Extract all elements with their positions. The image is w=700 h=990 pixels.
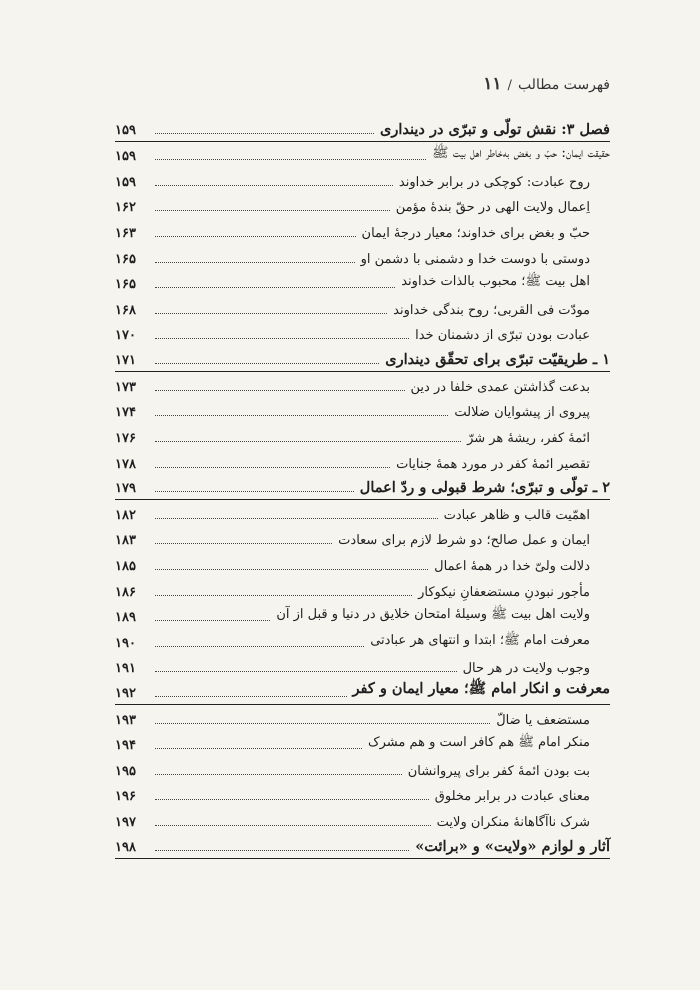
toc-entry-page: ۱۶۵ <box>115 251 136 267</box>
toc-entry <box>115 398 610 424</box>
toc-entry <box>115 654 610 680</box>
toc-entry <box>115 731 610 757</box>
dot-leader <box>155 184 393 186</box>
toc-entry-page: ۱۵۹ <box>115 149 136 165</box>
toc-entry <box>115 577 610 603</box>
dot-leader <box>155 747 362 749</box>
dot-leader <box>155 568 428 570</box>
toc-entry <box>115 142 610 168</box>
toc-entry-title: منکر امام ﷺ هم کافر است و هم مشرک <box>367 735 590 751</box>
toc-entry <box>115 372 610 398</box>
toc-entry <box>115 807 610 833</box>
dot-leader <box>155 158 426 160</box>
running-header <box>483 74 610 94</box>
dot-leader <box>155 542 332 544</box>
toc-entry-title: اِعمال ولایت الهی در حقّ بندهٔ مؤمن <box>395 200 590 216</box>
dot-leader <box>155 235 356 237</box>
toc-entry-title: معنای عبادت در برابر مخلوق <box>434 789 590 805</box>
toc-entry-page: ۱۸۲ <box>115 507 136 523</box>
toc-entry-title: دلالت ولیّ خدا در همهٔ اعمال <box>434 558 590 574</box>
toc-entry-title: عبادت بودن تبرّی از دشمنان خدا <box>415 328 590 344</box>
dot-leader <box>155 312 387 314</box>
dot-leader <box>155 286 395 288</box>
header-page-number: ۱۱ <box>483 74 502 94</box>
dot-leader <box>155 798 429 800</box>
toc-entry-title: ولایت اهل بیت ﷺ وسیلهٔ امتحان خلایق در دنیا و قبل از آن <box>276 607 590 623</box>
toc-entry <box>115 167 610 193</box>
table-of-contents <box>115 116 610 859</box>
toc-entry <box>115 551 610 577</box>
toc-entry <box>115 628 610 654</box>
toc-entry-page: ۱۹۳ <box>115 712 136 728</box>
toc-entry-page: ۱۸۵ <box>115 558 136 574</box>
toc-entry-title: مستضعف یا ضالّ <box>496 712 590 728</box>
toc-entry-title: دوستی با دوست خدا و دشمنی با دشمن او <box>360 251 590 267</box>
toc-entry-title: بدعت گذاشتن عمدی خلفا در دین <box>410 379 590 395</box>
toc-entry <box>115 705 610 731</box>
toc-entry-page: ۱۷۱ <box>115 353 136 369</box>
toc-entry <box>115 321 610 347</box>
toc-entry-page: ۱۹۸ <box>115 839 136 855</box>
toc-entry-page: ۱۸۳ <box>115 533 136 549</box>
toc-entry <box>115 526 610 552</box>
toc-entry-title: معرفت و انکار امام ﷺ؛ معیار ایمان و کفر <box>352 680 610 698</box>
dot-leader <box>155 594 412 596</box>
toc-entry <box>115 782 610 808</box>
toc-entry-page: ۱۶۸ <box>115 302 136 318</box>
header-title: فهرست مطالب <box>517 77 610 93</box>
toc-entry <box>115 218 610 244</box>
toc-entry-page: ۱۹۱ <box>115 661 136 677</box>
dot-leader <box>155 209 390 211</box>
dot-leader <box>155 362 379 364</box>
toc-entry-page: ۱۷۹ <box>115 481 136 497</box>
dot-leader <box>155 849 409 851</box>
toc-entry-title: شرک ناآگاهانهٔ منکران ولایت <box>436 815 590 831</box>
toc-entry <box>115 244 610 270</box>
toc-entry-page: ۱۹۵ <box>115 763 136 779</box>
toc-entry-page: ۱۷۳ <box>115 379 136 395</box>
toc-entry <box>115 603 610 629</box>
dot-leader <box>155 414 448 416</box>
toc-entry-title: آثار و لوازم «ولایت» و «برائت» <box>415 837 610 855</box>
toc-entry <box>115 475 610 501</box>
dot-leader <box>155 132 374 134</box>
dot-leader <box>155 337 409 339</box>
dot-leader <box>155 722 490 724</box>
toc-entry-page: ۱۶۳ <box>115 226 136 242</box>
dot-leader <box>155 619 270 621</box>
toc-entry-title: مأجور نبودنِ مستضعفانِ نیکوکار <box>418 584 590 600</box>
toc-entry-page: ۱۹۷ <box>115 815 136 831</box>
toc-entry <box>115 449 610 475</box>
toc-entry-title: فصل ۳: نقش تولّی و تبرّی در دینداری <box>380 120 610 138</box>
toc-entry-title: حبّ و بغض برای خداوند؛ معیار درجهٔ ایمان <box>361 226 590 242</box>
toc-entry-page: ۱۷۴ <box>115 405 136 421</box>
toc-entry-page: ۱۹۴ <box>115 738 136 754</box>
dot-leader <box>155 670 457 672</box>
toc-entry-page: ۱۹۲ <box>115 686 136 702</box>
toc-entry <box>115 295 610 321</box>
toc-entry-title: بت بودن ائمهٔ کفر برای پیروانشان <box>407 763 590 779</box>
dot-leader <box>155 517 438 519</box>
toc-entry <box>115 500 610 526</box>
toc-entry-page: ۱۷۰ <box>115 328 136 344</box>
toc-entry-title: ۲ ـ تولّی و تبرّی؛ شرط قبولی و ردّ اعمال <box>359 479 610 497</box>
dot-leader <box>155 695 347 697</box>
dot-leader <box>155 824 431 826</box>
toc-entry <box>115 116 610 142</box>
toc-entry-title: ائمهٔ کفر، ریشهٔ هر شرّ <box>467 430 590 446</box>
toc-entry-title: اهل بیت ﷺ؛ محبوب بالذات خداوند <box>401 274 590 290</box>
toc-entry-title: وجوب ولایت در هر حال <box>462 661 590 677</box>
toc-entry-title: تقصیر ائمهٔ کفر در مورد همهٔ جنایات <box>396 456 590 472</box>
toc-entry <box>115 423 610 449</box>
toc-entry-page: ۱۸۹ <box>115 610 136 626</box>
dot-leader <box>155 440 461 442</box>
toc-entry <box>115 833 610 859</box>
toc-entry <box>115 679 610 705</box>
toc-entry-title: معرفت امام ﷺ؛ ابتدا و انتهای هر عبادتی <box>370 632 590 648</box>
toc-entry-page: ۱۶۵ <box>115 277 136 293</box>
dot-leader <box>155 389 405 391</box>
toc-entry <box>115 193 610 219</box>
toc-entry-page: ۱۶۲ <box>115 200 136 216</box>
dot-leader <box>155 645 364 647</box>
toc-entry-title: روح عبادت: کوچکی در برابر خداوند <box>398 174 590 190</box>
dot-leader <box>155 773 402 775</box>
toc-entry-title: اهمّیت قالب و ظاهر عبادت <box>443 507 590 523</box>
toc-entry-page: ۱۹۰ <box>115 635 136 651</box>
toc-entry <box>115 346 610 372</box>
toc-entry-page: ۱۹۶ <box>115 789 136 805</box>
toc-entry-title: ایمان و عمل صالح؛ دو شرط لازم برای سعادت <box>338 533 590 549</box>
header-separator: / <box>507 78 512 93</box>
toc-entry-title: حقیقت ایمان: حبّ و بغض به‌خاطر اهل بیت ﷺ <box>432 145 610 162</box>
toc-entry-page: ۱۵۹ <box>115 174 136 190</box>
toc-entry-page: ۱۷۸ <box>115 456 136 472</box>
toc-entry-title: ۱ ـ طریقیّت تبرّی برای تحقّق دینداری <box>385 351 610 369</box>
toc-entry-title: پیروی از پیشوایان ضلالت <box>454 405 590 421</box>
toc-entry <box>115 756 610 782</box>
dot-leader <box>155 261 355 263</box>
toc-entry-page: ۱۷۶ <box>115 430 136 446</box>
toc-entry-title: مودّت فی القربی؛ روح بندگی خداوند <box>393 302 590 318</box>
toc-entry-page: ۱۸۶ <box>115 584 136 600</box>
dot-leader <box>155 490 354 492</box>
toc-entry <box>115 270 610 296</box>
dot-leader <box>155 466 390 468</box>
toc-entry-page: ۱۵۹ <box>115 122 136 138</box>
